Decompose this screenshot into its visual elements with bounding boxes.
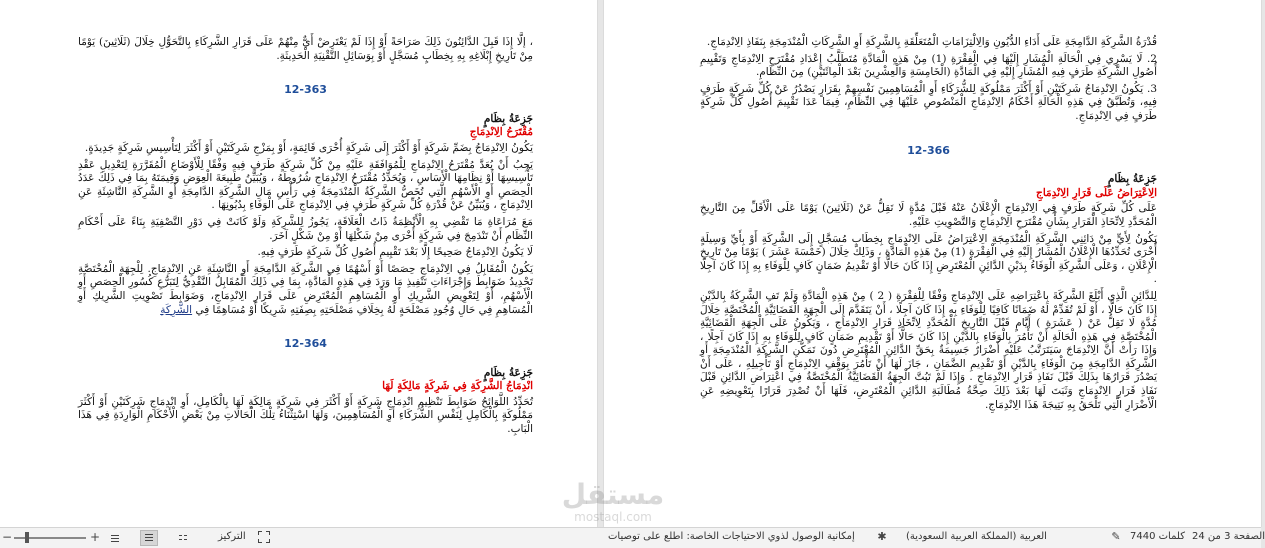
mostaql-watermark xyxy=(553,480,673,524)
page-number-status[interactable]: الصفحة 3 من 24 xyxy=(1192,531,1265,542)
accessibility-icon[interactable]: ✱ xyxy=(877,530,887,543)
word-count-status[interactable]: 7440 كلمات xyxy=(1130,531,1185,542)
paragraph-text: يَكُونُ الْمُقَابِلُ فِي الِانْدِمَاجِ حِصَصًا أَوْ أَسْهُمًا فِي الشَّرِكَةِ الدَّامِجَةِ أَوِ النَّاشِئَةِ عَنِ الِانْدِمَاجِ. لِلْجِهَةِ الْمُخْتَصَّةِ تَحْدِيدُ ضَوَابِطَ وَإِجْرَاءَاتِ تَنْفِيذِ مَا وَرَدَ فِي هَذِهِ الْمَادَّةِ، بِمَا فِي ذَلِكَ الْمُقَابِلُ النَّقْدِيُّ لِتَبَرُّعِ كُسُورِ الْحِصَصِ أَوِ الْأَسْهُمِ، أَوْ لِتَعْوِيضِ الشَّرِيكِ أَوِ الْمُسَاهِمِ الْمُعْتَرِضِ عَلَى قَرَارِ الِانْدِمَاجِ، وَضَوَابِطَ تَصْوِيتِ الشَّرِيكِ أَوِ الْمُسَاهِمِ فِي حَالِ وُجُودِ مَصْلَحَةٍ لَهُ بِخِلَافِ مَصْلَحَتِهِ بِصِفَتِهِ شَرِيكًا أَوْ مُسَاهِمًا فِي xyxy=(78,262,533,316)
focus-mode-icon[interactable] xyxy=(258,531,270,543)
paragraph: عَلَى كُلِّ شَرِكَةٍ طَرَفٍ فِي الِانْدِمَاجِ الْإِعْلَانُ عَنْهُ قَبْلَ مُدَّةٍ لَا تَقِلُّ عَنْ (ثَلَاثِينَ) يَوْمًا عَلَى الْأَقَلِّ مِنَ التَّارِيخِ الْمُحَدَّدِ لِاتِّخَاذِ الْقَرَارِ بِشَأْنِ مُقْتَرَحِ الِانْدِمَاجِ وَالتَّصْوِيتِ عَلَيْهِ. xyxy=(700,202,1157,228)
article-title: الِاعْتِرَاضُ عَلَى قَرَارِ الِانْدِمَاجِ xyxy=(1036,186,1157,199)
article-number: 12-364 xyxy=(284,337,327,351)
watermark-url: mostaql.com xyxy=(574,510,652,524)
zoom-out-button[interactable]: − xyxy=(2,530,13,544)
proofing-icon[interactable]: ✎ xyxy=(1111,530,1121,543)
web-layout-view-button[interactable] xyxy=(106,530,124,546)
paragraph: ، إلَّا إِذَا قَبِلَ الدَّائِنُونَ ذَلِكَ صَرَاحَةً أَوْ إِذَا لَمْ يَعْتَرِضْ أَيٌّ مِنْهُمْ عَلَى قَرَارِ الشَّرِكَاءِ بِالتَّحَوُّلِ خِلَالَ (ثَلَاثِينَ) يَوْمًا مِنْ تَارِيخِ إِبْلَاغِهِ بِهِ بِخِطَابٍ مُسَجَّلٍ أَوْ بِوَسَائِلِ التَّقْنِيَةِ الْحَدِيثَةِ. xyxy=(78,36,533,62)
accessibility-status[interactable]: إمكانية الوصول لذوي الاحتياجات الخاصة: اطلع على توصيات xyxy=(608,531,855,542)
paragraph: 3. يَكُونُ الِانْدِمَاجُ شَرِكَتَيْنِ أَوْ أَكْثَرَ مَمْلُوكَةٍ لِلشُّرَكَاءِ أَوِ الْمُسَاهِمِينَ نَفْسِهِمْ بِقَرَارٍ يَصْدُرُ عَنْ كُلِّ شَرِكَةٍ طَرَفٍ فِيهِ، وَتُطَبَّقُ فِي هَذِهِ الْحَالَةِ أَحْكَامُ الِانْدِمَاجِ الْمَنْصُوصِ عَلَيْهَا فِي النِّظَامِ، فِيمَا عَدَا تَقْيِيمَ أُصُولِ كُلِّ شَرِكَةٍ طَرَفٍ فِي الِانْدِمَاجِ. xyxy=(700,82,1157,122)
paragraph: لَا يَكُونُ الِانْدِمَاجُ صَحِيحًا إِلَّا بَعْدَ تَقْيِيمِ أُصُولِ كُلِّ شَرِكَةٍ طَرَفٍ فِيهِ. xyxy=(257,246,533,259)
underlined-word: الشَّرِكَةِ xyxy=(160,303,193,316)
paragraph: قُدْرَةُ الشَّرِكَةِ الدَّامِجَةِ عَلَى أَدَاءِ الدُّيُونِ وَالِالْتِزَامَاتِ الْمُتَعَلِّقَةِ بِالشَّرِكَةِ أَوِ الشَّرِكَاتِ الْمُنْدَمِجَةِ بِنَفَاذِ الِانْدِمَاجِ. xyxy=(706,36,1157,48)
print-layout-view-button[interactable] xyxy=(140,530,158,546)
section-label: جَزِعَةُ بِظَامٍ xyxy=(483,366,533,379)
article-title: مُقْتَرَحُ الِانْدِمَاجِ xyxy=(469,126,533,139)
zoom-in-button[interactable]: + xyxy=(90,530,101,544)
article-number: 12-366 xyxy=(907,143,950,157)
paragraph xyxy=(78,263,533,317)
status-bar xyxy=(0,527,1265,548)
paragraph: تُحَدِّدُ اللَّوَائِحُ ضَوَابِطَ تَنْظِيمِ انْدِمَاجِ شَرِكَةٍ أَوْ أَكْثَرَ فِي شَرِكَةٍ مَالِكَةٍ لَهَا بِالْكَامِلِ، أَوِ انْدِمَاجِ شَرِكَتَيْنِ أَوْ أَكْثَرَ مَمْلُوكَةٍ بِالْكَامِلِ لِنَفْسِ الشُّرَكَاءِ أَوِ الْمُسَاهِمِينَ، وَلَهَا اسْتِثْنَاءُ تِلْكَ الْحَالَاتِ مِنْ بَعْضِ الْأَحْكَامِ الْوَارِدَةِ فِي هَذَا الْبَابِ. xyxy=(78,395,533,436)
paragraph: يَجِبُ أَنْ يُعَدَّ مُقْتَرَحُ الِانْدِمَاجِ لِلْمُوَافَقَةِ عَلَيْهِ مِنْ كُلِّ شَرِكَةٍ طَرَفٍ فِيهِ وَفْقًا لِلْأَوْضَاعِ الْمُقَرَّرَةِ لِتَعْدِيلِ عَقْدِ تَأْسِيسِهَا أَوْ نِظَامِهَا الْأَسَاسِ ، وَيُحَدِّدُ مُقْتَرَحُ الِانْدِمَاجِ شُرُوطَهُ ، وَيُبَيِّنُ طَبِيعَةَ الْعِوَضِ وَقِيمَتَهُ بِمَا فِي ذَلِكَ عَدَدُ الْحِصَصِ أَوِ الْأَسْهُمِ الَّتِي تُخَصُّ الشَّرِكَةُ الْمُنْدَمِجَةُ فِي رَأْسِ مَالِ الشَّرِكَةِ الدَّامِجَةِ أَوِ الشَّرِكَةِ النَّاشِئَةِ عَنِ الِانْدِمَاجِ ، وَيُبَيِّنُ عَنْ قُدْرَةِ كُلِّ شَرِكَةٍ طَرَفٍ فِي الِانْدِمَاجِ عَلَى الْوَفَاءِ بِدُيُونِهَا . xyxy=(78,158,533,212)
language-status[interactable]: العربية (المملكة العربية السعودية) xyxy=(906,531,1047,542)
document-page-left[interactable] xyxy=(0,0,597,527)
page-left-text-column xyxy=(78,36,533,440)
paragraph: 2. لَا يَسْرِي فِي الْحَالَةِ الْمُشَارِ إِلَيْهَا فِي الْفِقْرَةِ (1) مِنْ هَذِهِ الْمَادَّةِ مُتَطَلَّبُ إِعْدَادِ مُقْتَرَحِ الِانْدِمَاجِ وَتَقْيِيمِ أُصُولِ الشَّرِكَةِ طَرَفٍ فِيهِ الْمُشَارِ إِلَيْهِ فِي الْمَادَّةِ (الْخَامِسَةِ وَالْعِشْرِينَ بَعْدَ الْمِائَتَيْنِ) مِنَ النِّظَامِ. xyxy=(700,52,1157,79)
section-label: جَزِعَةُ بِظَامٍ xyxy=(1107,173,1157,186)
section-label: جَزِعَةُ بِظَامٍ xyxy=(483,112,533,125)
watermark-logo-text: مستقل xyxy=(561,478,665,511)
focus-mode-label[interactable]: التركيز xyxy=(218,531,246,542)
zoom-slider-thumb[interactable] xyxy=(25,532,29,543)
paragraph: مَعَ مُرَاعَاةِ مَا تَقْضِي بِهِ الْأَنْظِمَةُ ذَاتُ الْعَلَاقَةِ، يَجُوزُ لِلشَّرِكَةِ وَلَوْ كَانَتْ فِي دَوْرِ التَّصْفِيَةِ بِنَاءً عَلَى أَحْكَامِ النِّظَامِ أَنْ تَنْدَمِجَ فِي شَرِكَةٍ أُخْرَى مِنْ شَكْلِهَا أَوْ مِنْ شَكْلٍ آخَرَ. xyxy=(78,215,533,242)
document-page-right[interactable] xyxy=(604,0,1261,527)
paragraph: يَكُونُ الِانْدِمَاجُ بِضَمِّ شَرِكَةٍ أَوْ أَكْثَرَ إِلَى شَرِكَةٍ أُخْرَى قَائِمَةٍ، أَوْ بِمَزْجِ شَرِكَتَيْنِ أَوْ أَكْثَرَ لِتَأْسِيسِ شَرِكَةٍ جَدِيدَةٍ. xyxy=(84,141,533,154)
page-right-text-column xyxy=(700,36,1157,415)
paragraph: لِلدَّائِنِ الَّذِي أَبْلَغَ الشَّرِكَةَ بِاعْتِرَاضِهِ عَلَى الِانْدِمَاجِ وَفْقًا لِلْفِقْرَةِ ( 2 ) مِنْ هَذِهِ الْمَادَّةِ وَلَمْ تَفِ الشَّرِكَةُ بِالدَّيْنِ إِذَا كَانَ حَالًّا ، أَوْ لَمْ تُقَدِّمْ لَهُ ضَمَانًا كَافِيًا لِلْوَفَاءِ بِهِ إِذَا كَانَ آجِلًا ، أَنْ يَتَقَدَّمَ إِلَى الْجِهَةِ الْقَضَائِيَّةِ الْمُخْتَصَّةِ خِلَالَ مُدَّةٍ لَا تَقِلُّ عَنْ ( عَشَرَةِ ) أَيَّامٍ قَبْلَ التَّارِيخِ الْمُحَدَّدِ لِاتِّخَاذِ قَرَارِ الِانْدِمَاجِ ، وَيَكُونُ عَلَى الْجِهَةِ الْقَضَائِيَّةِ الْمُخْتَصَّةِ فِي هَذِهِ الْحَالَةِ أَنْ تَأْمُرَ بِالْوَفَاءِ بِالدَّيْنِ إِذَا كَانَ حَالًّا أَوْ تَقْدِيمِ ضَمَانٍ كَافٍ لِلْوَفَاءِ بِهِ إِذَا كَانَ آجِلًا ، وَإِذَا رَأَتْ أَنَّ الِانْدِمَاجَ سَيَتَرَتَّبُ عَلَيْهِ أَضْرَارٌ جَسِيمَةٌ بِحَقِّ الدَّائِنِ الْمُعْتَرِضِ دُونَ تَمَكُّنِ الشَّرِكَةِ الْمُنْدَمِجَةِ أَوِ الشَّرِكَةِ الدَّامِجَةِ مِنَ الْوَفَاءِ بِالدَّيْنِ أَوْ تَقْدِيمِ الضَّمَانِ ، جَازَ لَهَا أَنْ تَأْمُرَ بِوَقْفِ الِانْدِمَاجِ أَوْ تَأْجِيلِهِ ، عَلَى أَنْ يَصْدُرَ قَرَارُهَا بِذَلِكَ قَبْلَ نَفَاذِ قَرَارِ الِانْدِمَاجِ . وَإِذَا لَمْ تَبُتَّ الْجِهَةُ الْقَضَائِيَّةُ الْمُخْتَصَّةُ فِي اعْتِرَاضِ الدَّائِنِ قَبْلَ نَفَاذِ قَرَارِ الِانْدِمَاجِ وَثَبَتَ لَهَا بَعْدَ ذَلِكَ صِحَّةُ مُطَالَبَةِ الدَّائِنِ الْمُعْتَرِضِ، فَلَهَا أَنْ تُصْدِرَ قَرَارًا بِتَعْوِيضِهِ عَنِ الْأَضْرَارِ الَّتِي تَلْحَقُ بِهِ نَتِيجَةَ هَذَا الِانْدِمَاجِ. xyxy=(700,289,1157,411)
article-number: 12-363 xyxy=(284,83,327,97)
article-title: انْدِمَاجُ الشَّرِكَةِ فِي شَرِكَةٍ مَالِكَةٍ لَهَا xyxy=(382,380,533,393)
paragraph: يَكُونُ لِأَيٍّ مِنْ دَائِنِي الشَّرِكَةِ الْمُنْدَمِجَةِ الِاعْتِرَاضُ عَلَى الِانْدِمَاجِ بِخِطَابٍ مُسَجَّلٍ إِلَى الشَّرِكَةِ أَوْ بِأَيِّ وَسِيلَةٍ أُخْرَى تُحَدِّدُهَا الْإِعْلَانُ الْمُشَارُ إِلَيْهِ فِي الْفِقْرَةِ (1) مِنْ هَذِهِ الْمَادَّةِ ، وَذَلِكَ خِلَالَ (خَمْسَةَ عَشَرَ ) يَوْمًا مِنْ تَارِيخِ الْإِعْلَانِ ، وَعَلَى الشَّرِكَةِ الْوَفَاءُ بِدَيْنِ الدَّائِنِ الْمُعْتَرِضِ إِذَا كَانَ حَالًّا أَوْ تَقْدِيمُ ضَمَانٍ كَافٍ لِلْوَفَاءِ بِهِ إِذَا كَانَ آجِلًا . xyxy=(700,232,1157,286)
read-mode-view-button[interactable] xyxy=(174,530,192,546)
